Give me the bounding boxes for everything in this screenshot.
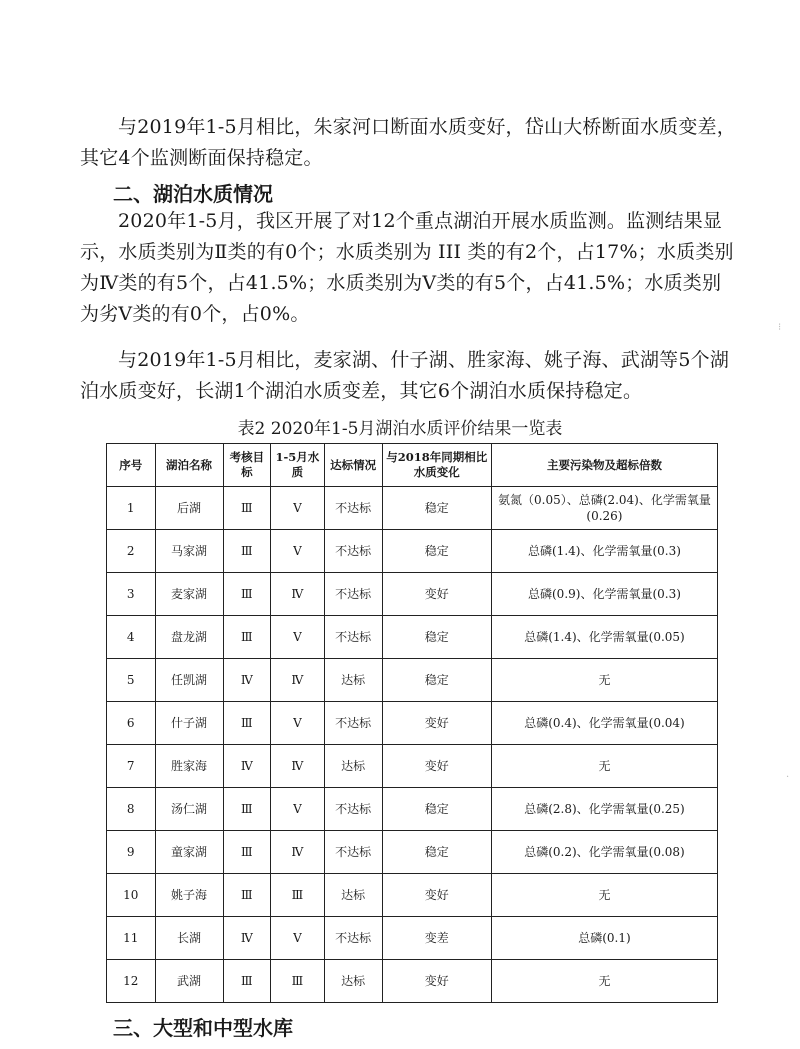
cell-index: 7 — [107, 745, 156, 788]
scan-mark: · — [786, 772, 790, 783]
table-row — [107, 788, 718, 831]
cell-index: 2 — [107, 530, 156, 573]
table-row — [107, 487, 718, 530]
cell-change: 稳定 — [382, 616, 491, 659]
cell-compliance: 不达标 — [324, 917, 382, 960]
cell-quality: Ⅳ — [271, 831, 325, 874]
cell-change: 变好 — [382, 874, 491, 917]
cell-quality: Ⅴ — [271, 702, 325, 745]
cell-change: 稳定 — [382, 659, 491, 702]
section-heading-lakes: 二、湖泊水质情况 — [113, 182, 273, 206]
cell-quality: Ⅳ — [271, 659, 325, 702]
table-body — [107, 487, 718, 1003]
table-row — [107, 831, 718, 874]
table-row — [107, 702, 718, 745]
cell-pollutants: 总磷(2.8)、化学需氧量(0.25) — [491, 788, 717, 831]
cell-target: Ⅲ — [223, 960, 270, 1003]
cell-pollutants: 无 — [491, 960, 717, 1003]
cell-compliance: 达标 — [324, 745, 382, 788]
cell-target: Ⅲ — [223, 573, 270, 616]
cell-change: 变好 — [382, 960, 491, 1003]
cell-compliance: 不达标 — [324, 788, 382, 831]
cell-index: 11 — [107, 917, 156, 960]
header-pollutants: 主要污染物及超标倍数 — [491, 444, 717, 487]
cell-index: 6 — [107, 702, 156, 745]
header-change: 与2018年同期相比水质变化 — [382, 444, 491, 487]
cell-lake-name: 后湖 — [155, 487, 223, 530]
header-index: 序号 — [107, 444, 156, 487]
table-row — [107, 745, 718, 788]
cell-index: 5 — [107, 659, 156, 702]
cell-lake-name: 麦家湖 — [155, 573, 223, 616]
cell-change: 稳定 — [382, 487, 491, 530]
section-heading-reservoirs: 三、大型和中型水库 — [113, 1016, 293, 1040]
cell-compliance: 达标 — [324, 659, 382, 702]
scan-mark: ⁝ — [778, 322, 782, 333]
cell-change: 稳定 — [382, 831, 491, 874]
cell-index: 8 — [107, 788, 156, 831]
cell-pollutants: 总磷(1.4)、化学需氧量(0.3) — [491, 530, 717, 573]
table-row — [107, 573, 718, 616]
cell-lake-name: 马家湖 — [155, 530, 223, 573]
header-compliance: 达标情况 — [324, 444, 382, 487]
table-row — [107, 659, 718, 702]
cell-compliance: 不达标 — [324, 530, 382, 573]
cell-compliance: 达标 — [324, 874, 382, 917]
cell-pollutants: 氨氮（0.05）、总磷(2.04)、化学需氧量(0.26) — [491, 487, 717, 530]
cell-lake-name: 胜家海 — [155, 745, 223, 788]
cell-target: Ⅲ — [223, 616, 270, 659]
table-caption: 表2 2020年1-5月湖泊水质评价结果一览表 — [237, 419, 563, 439]
cell-target: Ⅲ — [223, 487, 270, 530]
cell-change: 变好 — [382, 573, 491, 616]
cell-lake-name: 长湖 — [155, 917, 223, 960]
cell-change: 变好 — [382, 702, 491, 745]
cell-target: Ⅳ — [223, 745, 270, 788]
cell-pollutants: 无 — [491, 874, 717, 917]
cell-change: 稳定 — [382, 530, 491, 573]
cell-pollutants: 总磷(0.4)、化学需氧量(0.04) — [491, 702, 717, 745]
cell-quality: Ⅳ — [271, 745, 325, 788]
cell-lake-name: 童家湖 — [155, 831, 223, 874]
table-row — [107, 960, 718, 1003]
cell-quality: Ⅴ — [271, 487, 325, 530]
cell-compliance: 不达标 — [324, 616, 382, 659]
lake-quality-table — [106, 443, 718, 1003]
table-header-row — [107, 444, 718, 487]
cell-target: Ⅳ — [223, 917, 270, 960]
cell-index: 10 — [107, 874, 156, 917]
cell-compliance: 不达标 — [324, 573, 382, 616]
cell-pollutants: 总磷(0.9)、化学需氧量(0.3) — [491, 573, 717, 616]
cell-quality: Ⅴ — [271, 788, 325, 831]
cell-lake-name: 汤仁湖 — [155, 788, 223, 831]
cell-index: 9 — [107, 831, 156, 874]
cell-lake-name: 武湖 — [155, 960, 223, 1003]
cell-change: 变差 — [382, 917, 491, 960]
cell-quality: Ⅳ — [271, 573, 325, 616]
cell-change: 稳定 — [382, 788, 491, 831]
cell-lake-name: 盘龙湖 — [155, 616, 223, 659]
cell-compliance: 达标 — [324, 960, 382, 1003]
cell-quality: Ⅴ — [271, 530, 325, 573]
cell-index: 12 — [107, 960, 156, 1003]
cell-quality: Ⅴ — [271, 917, 325, 960]
cell-target: Ⅲ — [223, 874, 270, 917]
cell-pollutants: 总磷(0.1) — [491, 917, 717, 960]
table-row — [107, 530, 718, 573]
cell-quality: Ⅲ — [271, 874, 325, 917]
cell-index: 1 — [107, 487, 156, 530]
cell-compliance: 不达标 — [324, 487, 382, 530]
cell-compliance: 不达标 — [324, 831, 382, 874]
header-lake-name: 湖泊名称 — [155, 444, 223, 487]
cell-change: 变好 — [382, 745, 491, 788]
cell-index: 3 — [107, 573, 156, 616]
cell-target: Ⅲ — [223, 702, 270, 745]
header-quality: 1-5月水质 — [271, 444, 325, 487]
table-row — [107, 616, 718, 659]
cell-lake-name: 什子湖 — [155, 702, 223, 745]
cell-pollutants: 总磷(0.2)、化学需氧量(0.08) — [491, 831, 717, 874]
paragraph-lake-monitoring: 2020年1-5月，我区开展了对12个重点湖泊开展水质监测。监测结果显示，水质类别为Ⅱ类的有0个；水质类别为 III 类的有2个，占17%；水质类别为Ⅳ类的有5个，占41.5%；水质类别为Ⅴ类的有5个，占41.5%；水质类别为劣Ⅴ类的有0个，占0%。 — [80, 210, 734, 325]
cell-quality: Ⅴ — [271, 616, 325, 659]
cell-target: Ⅲ — [223, 831, 270, 874]
cell-lake-name: 任凯湖 — [155, 659, 223, 702]
table-row — [107, 874, 718, 917]
cell-target: Ⅳ — [223, 659, 270, 702]
paragraph-river-comparison: 与2019年1-5月相比，朱家河口断面水质变好，岱山大桥断面水质变差，其它4个监测断面保持稳定。 — [80, 116, 736, 169]
cell-compliance: 不达标 — [324, 702, 382, 745]
cell-pollutants: 无 — [491, 745, 717, 788]
cell-index: 4 — [107, 616, 156, 659]
cell-pollutants: 无 — [491, 659, 717, 702]
paragraph-lake-comparison: 与2019年1-5月相比，麦家湖、什子湖、胜家海、姚子海、武湖等5个湖泊水质变好，长湖1个湖泊水质变差，其它6个湖泊水质保持稳定。 — [80, 349, 730, 402]
cell-lake-name: 姚子海 — [155, 874, 223, 917]
table-row — [107, 917, 718, 960]
cell-target: Ⅲ — [223, 530, 270, 573]
cell-quality: Ⅲ — [271, 960, 325, 1003]
cell-target: Ⅲ — [223, 788, 270, 831]
cell-pollutants: 总磷(1.4)、化学需氧量(0.05) — [491, 616, 717, 659]
header-target: 考核目标 — [223, 444, 270, 487]
